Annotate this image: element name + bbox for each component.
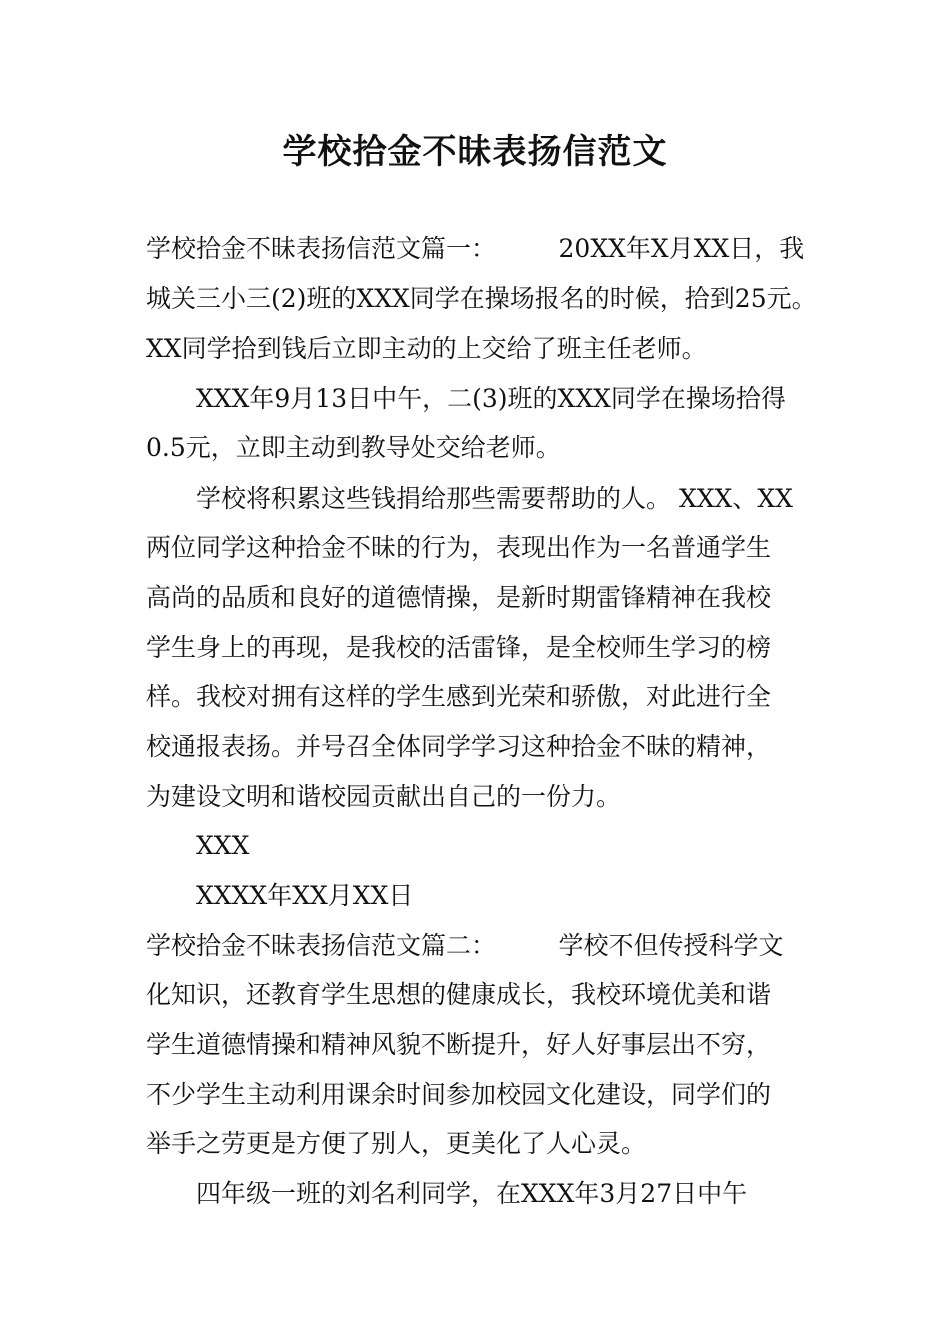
text-line: XXX年9月13日中午，二(3)班的XXX同学在操场拾得 xyxy=(196,384,786,413)
signature-name: XXX xyxy=(196,831,250,860)
text-line: 为建设文明和谐校园贡献出自己的一份力。 xyxy=(146,782,622,811)
text-line: 校通报表扬。并号召全体同学学习这种拾金不昧的精神， xyxy=(146,732,772,761)
text-line: 两位同学这种拾金不昧的行为，表现出作为一名普通学生 xyxy=(146,533,772,562)
text-line: 学校拾金不昧表扬信范文篇一： 20XX年X月XX日，我 xyxy=(146,234,805,263)
text-line: 高尚的品质和良好的道德情操，是新时期雷锋精神在我校 xyxy=(146,583,772,612)
text-line: 学生身上的再现，是我校的活雷锋，是全校师生学习的榜 xyxy=(146,633,772,662)
text-line: 0.5元，立即主动到教导处交给老师。 xyxy=(146,433,561,462)
text-line: 举手之劳更是方便了别人，更美化了人心灵。 xyxy=(146,1129,647,1158)
document-title: 学校拾金不昧表扬信范文 xyxy=(282,132,668,172)
text-line: 化知识，还教育学生思想的健康成长，我校环境优美和谐 xyxy=(146,980,772,1009)
signature-date: XXXX年XX月XX日 xyxy=(196,881,414,910)
text-line: 学校将积累这些钱捐给那些需要帮助的人。 XXX、XX xyxy=(196,484,793,513)
text-line: 学生道德情操和精神风貌不断提升，好人好事层出不穷， xyxy=(146,1030,772,1059)
text-line: 四年级一班的刘名利同学，在XXX年3月27日中午 xyxy=(196,1179,748,1208)
text-line: 学校拾金不昧表扬信范文篇二： 学校不但传授科学文 xyxy=(146,931,784,960)
text-line: 样。我校对拥有这样的学生感到光荣和骄傲，对此进行全 xyxy=(146,682,772,711)
text-line: XX同学拾到钱后立即主动的上交给了班主任老师。 xyxy=(146,334,707,363)
text-line: 不少学生主动利用课余时间参加校园文化建设，同学们的 xyxy=(146,1080,772,1109)
text-line: 城关三小三(2)班的XXX同学在操场报名的时候，拾到25元。 xyxy=(146,284,817,313)
